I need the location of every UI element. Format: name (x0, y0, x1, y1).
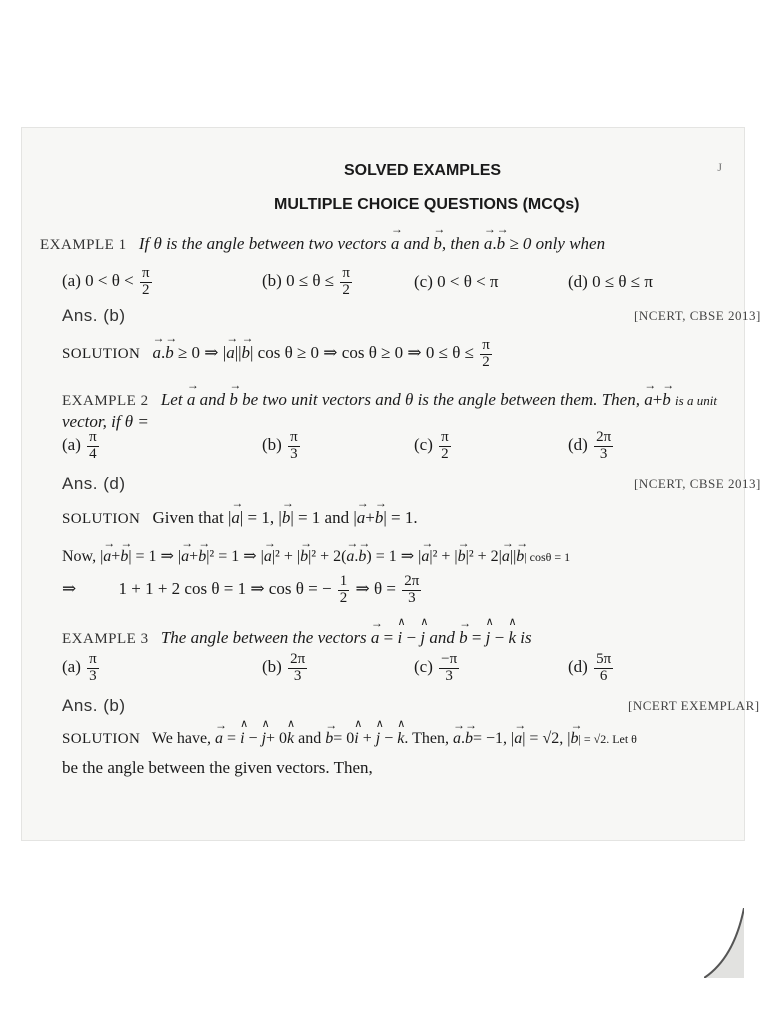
vector-a: → a (391, 234, 400, 254)
example-1-label: EXAMPLE 1 (40, 237, 127, 253)
example-3-option-b: (b) $\frac{2\pi}{3}$ (262, 651, 306, 684)
example-1-option-b: (b) 0 ≤ θ ≤ $\frac{\pi}{2}$ (262, 265, 350, 298)
example-2-answer: Ans. (d) (62, 474, 126, 493)
example-2-question-line2: vector, if θ = (62, 412, 149, 431)
example-1-option-a: (a) 0 < θ < $\frac{\pi}{2}$ (62, 265, 150, 298)
example-1-solution: SOLUTION → a.→ b ≥ 0 ⇒ |→ a||→ b| cos θ ≥ 0 ⇒ cos θ ≥ 0 ⇒ 0 ≤ θ ≤ $\frac{\pi}{2}$ (62, 338, 494, 371)
example-2-solution-now: Now, |→ a+→ b| = 1 ⇒ |→ a+→ b|² = 1 ⇒ |→ a|² + |→ b|² + 2(→ a.→ b) = 1 ⇒ |→ a|² + |→ b|² + 2|→ a||→ b| cosθ = 1 (62, 546, 570, 566)
vector-b: → b (433, 234, 442, 254)
example-3-label: EXAMPLE 3 (62, 631, 149, 647)
example-2-option-b: (b) $\frac{\pi}{3}$ (262, 429, 298, 462)
section-title: SOLVED EXAMPLES (344, 162, 502, 179)
example-1-option-c: (c) 0 < θ < π (414, 272, 499, 291)
example-2-solution-given: SOLUTION Given that |→ a| = 1, |→ b| = 1 and |→ a+→ b| = 1. (62, 508, 418, 528)
example-2-question: EXAMPLE 2 Let → a and → b be two unit vectors and θ is the angle between them. Then, → a+→ b is a unit (62, 390, 717, 410)
example-2-option-a: (a) $\frac{\pi}{4}$ (62, 429, 97, 462)
section-subtitle: MULTIPLE CHOICE QUESTIONS (MCQs) (274, 196, 580, 213)
example-3-question: EXAMPLE 3 The angle between the vectors → a = ∧ i − ∧ j and → b = ∧ j − ∧ k is (62, 628, 532, 648)
corner-mark: J (717, 160, 722, 174)
example-1-reference: [NCERT, CBSE 2013] (634, 308, 761, 323)
example-3-option-a: (a) $\frac{\pi}{3}$ (62, 651, 97, 684)
example-2-label: EXAMPLE 2 (62, 393, 149, 409)
example-2-option-c: (c) $\frac{\pi}{2}$ (414, 429, 449, 462)
example-3-option-c: (c) $\frac{-\pi}{3}$ (414, 651, 458, 684)
example-2-option-d: (d) $\frac{2\pi}{3}$ (568, 429, 612, 462)
example-3-answer: Ans. (b) (62, 696, 126, 715)
example-1-question: EXAMPLE 1 If θ is the angle between two vectors → a and → b, then → a.→ b ≥ 0 only when (40, 234, 605, 254)
example-1-option-d: (d) 0 ≤ θ ≤ π (568, 272, 653, 291)
example-1-answer: Ans. (b) (62, 306, 126, 325)
example-2-reference: [NCERT, CBSE 2013] (634, 476, 761, 491)
example-3-option-d: (d) $\frac{5\pi}{6}$ (568, 651, 612, 684)
page-curl (704, 908, 744, 978)
example-3-solution: SOLUTION We have, → a = ∧ i − ∧ j+ 0∧ k and → b= 0∧ i + ∧ j − ∧ k. Then, → a.→ b= −1, |→ a| = √2, |→ b| = √2. Let θ (62, 730, 637, 748)
example-3-solution-line2: be the angle between the given vectors. Then, (62, 758, 373, 777)
book-page (22, 128, 761, 840)
example-3-reference: [NCERT EXEMPLAR] (628, 698, 760, 713)
example-2-solution-result: ⇒ 1 + 1 + 2 cos θ = 1 ⇒ cos θ = − $\frac{1}{2}$ ⇒ θ = $\frac{2\pi}{3}$ (62, 573, 420, 606)
